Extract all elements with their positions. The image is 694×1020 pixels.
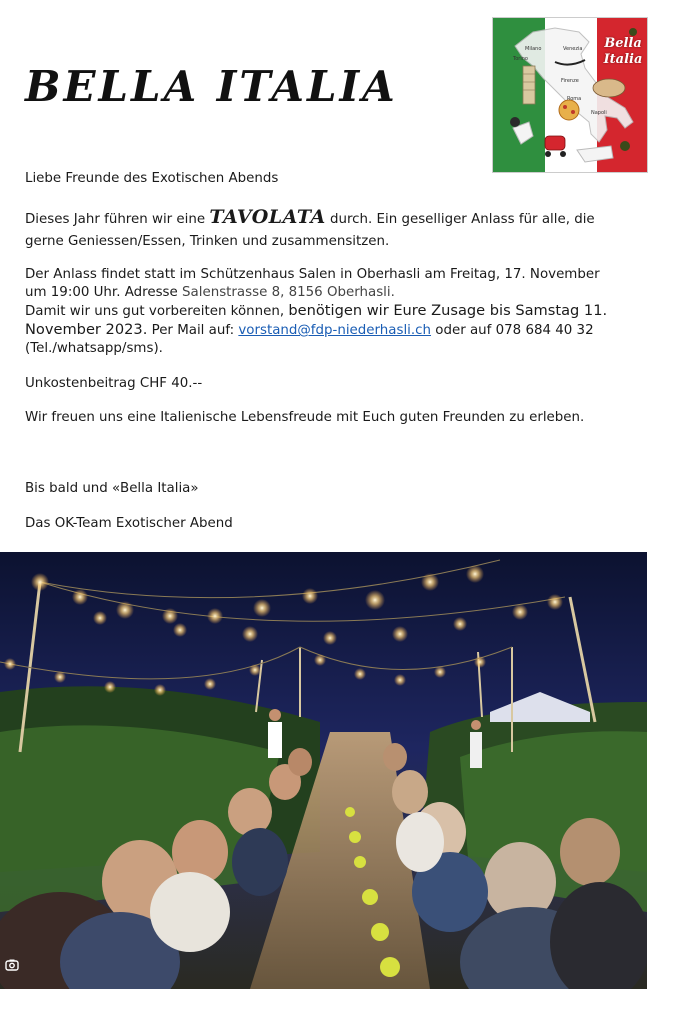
map-city-label: Milano: [525, 46, 542, 52]
flag-card-title: [597, 36, 648, 68]
tavolata-photo: [0, 552, 647, 989]
page-title: BELLA ITALIA: [25, 62, 398, 111]
paragraph-event-details: [25, 266, 625, 358]
map-city-label: Roma: [567, 96, 582, 102]
rsvp-deadline: benötigen wir Eure Zusage bis Samstag 11. November 2023.: [25, 302, 608, 338]
rsvp-text-start: Damit wir uns gut vorbereiten können,: [25, 304, 289, 319]
event-address: Salenstrasse 8, 8156 Oberhasli.: [182, 285, 395, 300]
signature: Das OK-Team Exotischer Abend: [25, 516, 233, 531]
intro-text-end: durch. Ein geselliger Anlass für alle, die gerne Geniessen/Essen, Trinken und zusammensitzen.: [25, 212, 595, 249]
map-city-label: Torino: [513, 56, 528, 62]
rsvp-phone: oder auf 078 684 40 32 (Tel./whatsapp/sms).: [25, 323, 594, 356]
map-city-label: Napoli: [591, 110, 607, 116]
rsvp-mail-label: Per Mail auf:: [147, 323, 239, 338]
italy-flag-illustration: [492, 17, 648, 173]
email-link[interactable]: vorstand@fdp-niederhasli.ch: [238, 323, 432, 338]
paragraph-intro: [25, 206, 625, 253]
event-photo: [0, 552, 647, 989]
flag-card-label-2: Italia: [603, 52, 643, 67]
map-city-label: Firenze: [561, 78, 579, 84]
paragraph-closing: Wir freuen uns eine Italienische Lebensfreude mit Euch guten Freunden zu erleben.: [25, 410, 585, 425]
greeting: Liebe Freunde des Exotischen Abends: [25, 171, 279, 186]
cost-line: Unkostenbeitrag CHF 40.--: [25, 376, 203, 391]
map-city-label: Venezia: [563, 46, 583, 52]
closing-line: Bis bald und «Bella Italia»: [25, 481, 199, 496]
flag-card-label-1: Bella: [604, 36, 642, 51]
intro-text-start: Dieses Jahr führen wir eine: [25, 212, 210, 227]
camera-icon[interactable]: [5, 957, 19, 971]
event-details-text: Der Anlass findet statt im Schützenhaus Salen in Oberhasli am Freitag, 17. November um 19:00 Uhr. Adresse: [25, 267, 600, 300]
tavolata-word: TAVOLATA: [209, 206, 326, 228]
